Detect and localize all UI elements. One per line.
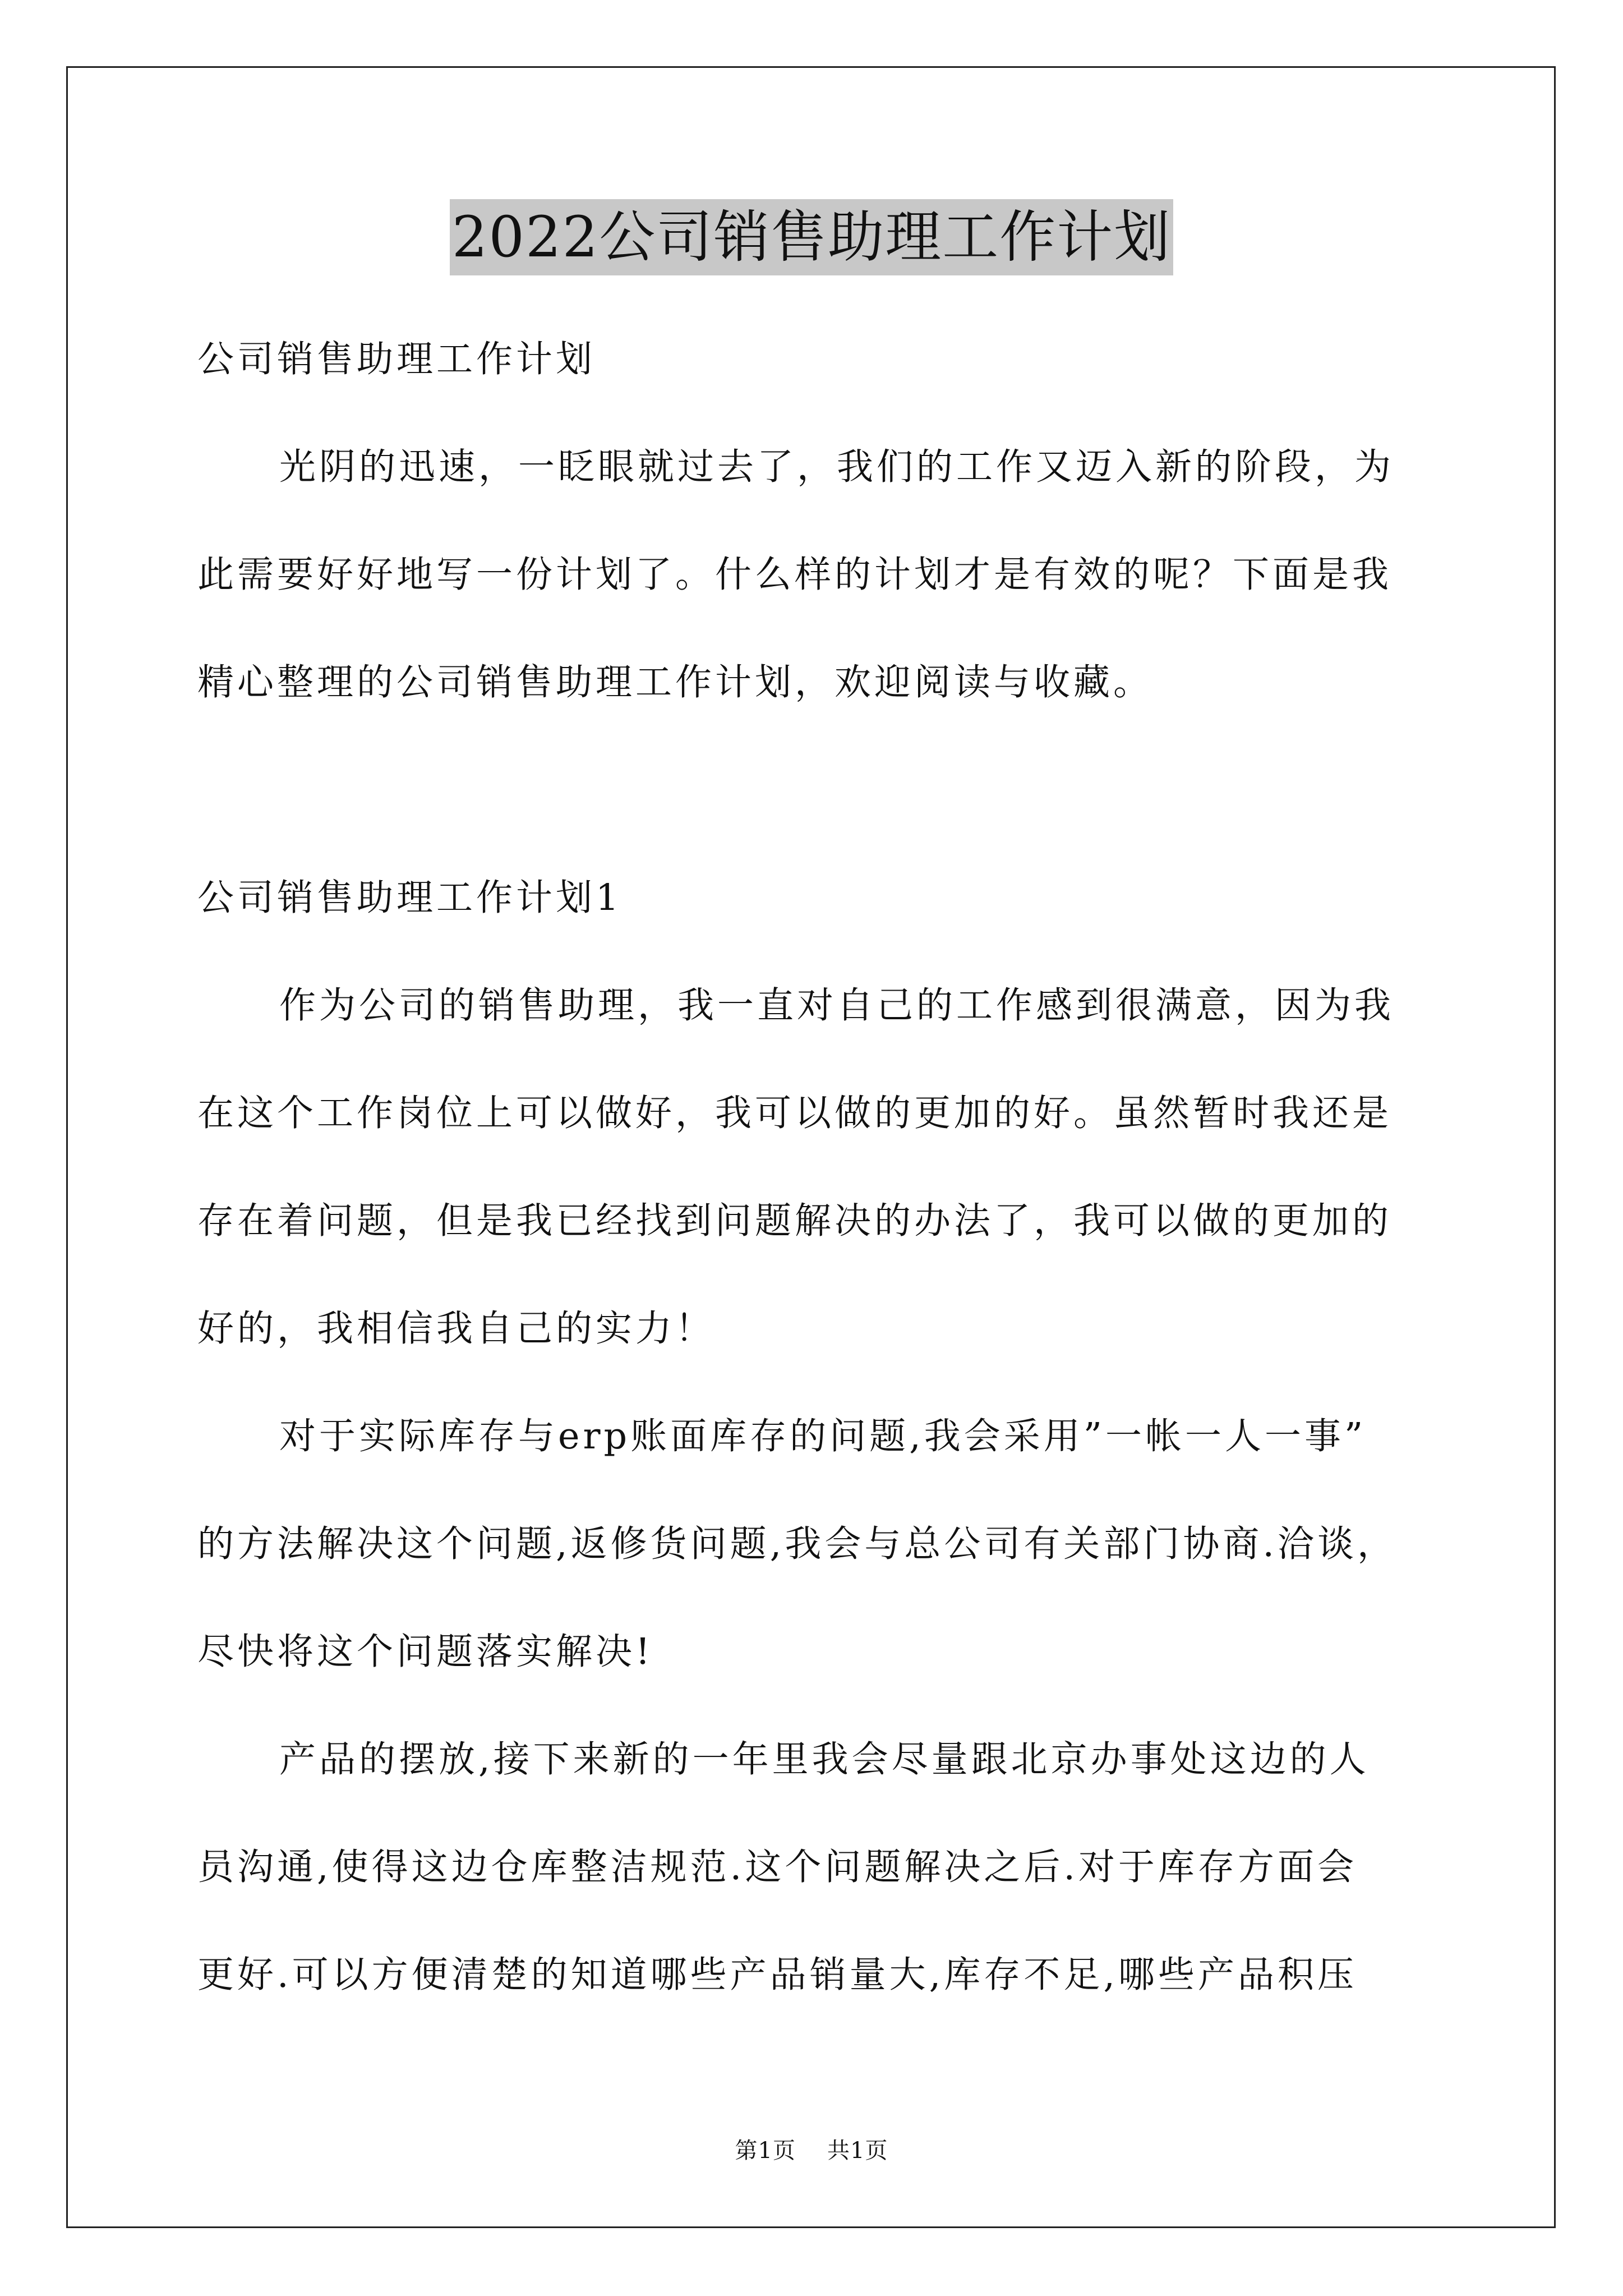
paragraph-line: 存在着问题，但是我已经找到问题解决的办法了，我可以做的更加的 bbox=[197, 1200, 1393, 1242]
paragraph-line: 精心整理的公司销售助理工作计划，欢迎阅读与收藏。 bbox=[197, 661, 1154, 703]
paragraph-line: 此需要好好地写一份计划了。什么样的计划才是有效的呢？下面是我 bbox=[197, 554, 1393, 596]
document-body bbox=[197, 306, 1437, 2029]
paragraph-line: 更好.可以方便清楚的知道哪些产品销量大,库存不足,哪些产品积压 bbox=[197, 1954, 1357, 1996]
subtitle: 公司销售助理工作计划 bbox=[197, 338, 596, 380]
page-total: 共1页 bbox=[827, 2138, 888, 2164]
paragraph-line: 产品的摆放,接下来新的一年里我会尽量跟北京办事处这边的人 bbox=[279, 1738, 1370, 1780]
title-container bbox=[0, 199, 1623, 275]
section-heading: 公司销售助理工作计划1 bbox=[197, 877, 623, 919]
paragraph-line: 在这个工作岗位上可以做好，我可以做的更加的好。虽然暂时我还是 bbox=[197, 1092, 1393, 1134]
blank-line bbox=[197, 737, 1437, 844]
page-footer bbox=[0, 2134, 1623, 2168]
paragraph-line: 员沟通,使得这边仓库整洁规范.这个问题解决之后.对于库存方面会 bbox=[197, 1846, 1357, 1888]
document-title: 2022公司销售助理工作计划 bbox=[450, 199, 1174, 275]
paragraph-line: 作为公司的销售助理，我一直对自己的工作感到很满意，因为我 bbox=[279, 984, 1395, 1027]
paragraph-line: 好的，我相信我自己的实力！ bbox=[197, 1308, 716, 1350]
paragraph-line: 尽快将这个问题落实解决! bbox=[197, 1631, 654, 1673]
paragraph-line: 的方法解决这个问题,返修货问题,我会与总公司有关部门协商.洽谈， bbox=[197, 1523, 1397, 1565]
paragraph-line: 光阴的迅速，一眨眼就过去了，我们的工作又迈入新的阶段，为 bbox=[279, 446, 1395, 488]
paragraph-line: 对于实际库存与erp账面库存的问题,我会采用”一帐一人一事” bbox=[279, 1415, 1367, 1457]
page-number: 第1页 bbox=[735, 2138, 796, 2164]
